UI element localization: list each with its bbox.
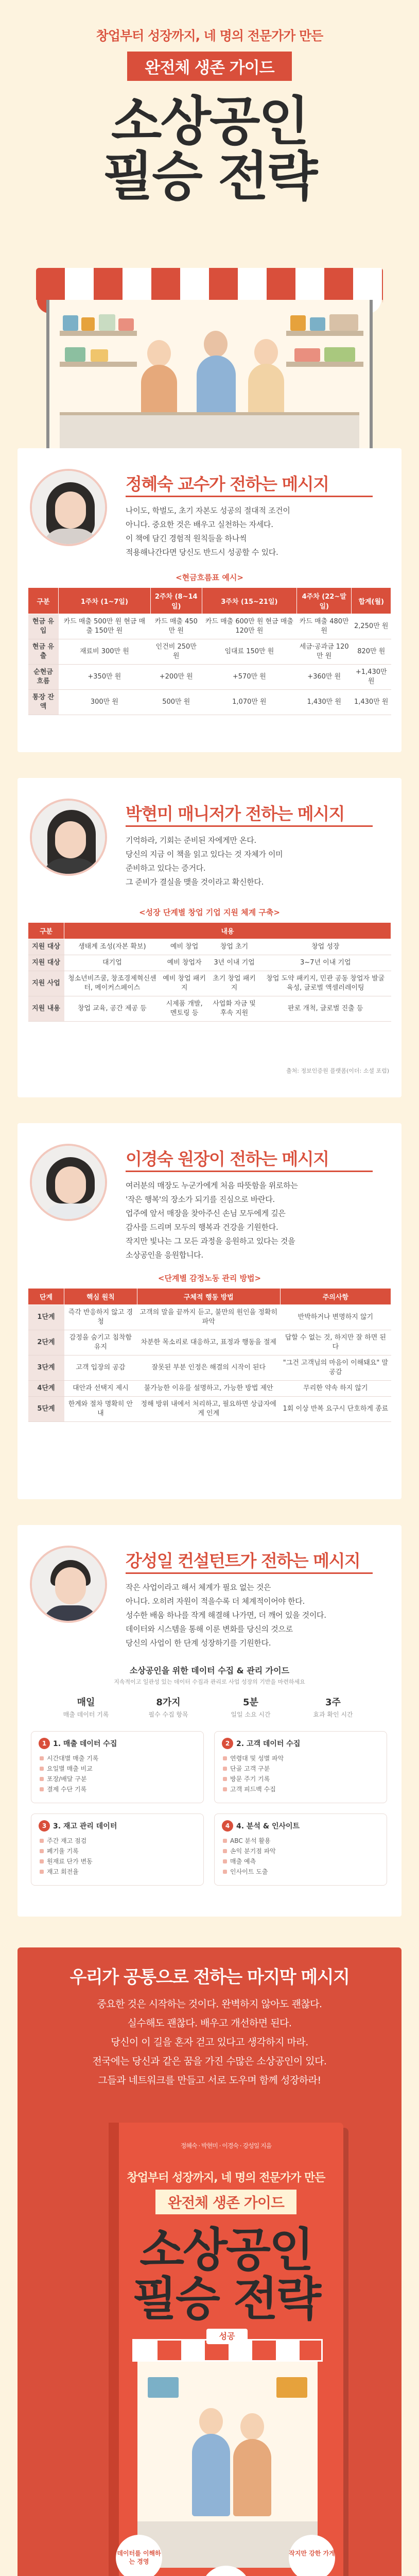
section-text: 나이도, 학벌도, 초기 자본도 성공의 절대적 조건이 아니다. 중요한 것은 배우고 실천하는 자세다. 이 책에 담긴 경험적 원칙들을 하나씩 적용해나간다면 당신도 반드시 성공할 수 있다. — [126, 506, 290, 557]
guide-title: 소상공인을 위한 데이터 수집 & 관리 가이드 — [129, 1666, 290, 1675]
store-illustration — [36, 268, 383, 448]
book-badge: 성공 — [206, 2329, 248, 2344]
hero-ribbon: 완전체 생존 가이드 — [127, 52, 291, 81]
table-title: <현금흐름표 예시> — [176, 573, 243, 582]
stat-item: 매일 매출 데이터 기록 — [63, 1697, 109, 1718]
cashflow-table: 구분 1주차 (1~7일) 2주차 (8~14일) 3주차 (15~21일) 4주차 (22~말일) 합계(월) 현금 유입 카드 매출 500만 원 현금 매출 150만 원 카드 매출 450만 원 카드 매출 600만 원 현금 매출 120만 원 카드 매출 480만 원 2,250만 원 현금 유출 재료비 300만 원 인건비 250만 원 임대료 150만 원 세금·공과금 120만 원 820만 원 순현금 흐름 +350만 원 +200만 원 +570만 원 +360만 원 +1,430만 원 통장 잔액 300만 원 500만 원 1,070만 원 1,430만 원 1,430만 원 — [28, 587, 391, 715]
book-cover — [109, 2123, 343, 2576]
table-row: 2단계 감정을 숨기고 침착함 유지 차분한 목소리로 대응하고, 표정과 행동을 절제 답할 수 없는 것, 하지만 잘 하면 된다 — [28, 1330, 391, 1355]
section-title: 박현미 매니저가 전하는 메시지 — [126, 804, 344, 824]
table-row: 지원 대상 대기업 예비 창업자 3년 이내 기업 3~7년 이내 기업 — [28, 955, 391, 971]
hero-title — [26, 91, 393, 208]
awning — [36, 268, 383, 300]
table-row: 4단계 대안과 선택지 제시 불가능한 이유를 설명하고, 가능한 방법 제안 무리한 약속 하지 않기 — [28, 1381, 391, 1397]
guide-card-sales: 1 1. 매출 데이터 수집 시간대별 매출 기록 요일별 매출 비교 포장/배달 구분 결제 수단 기록 — [31, 1731, 204, 1803]
section-park — [18, 778, 401, 1097]
book-ribbon-wrap — [109, 2190, 343, 2214]
book-bubble: 작지만 강한 가게 — [289, 2535, 335, 2576]
stat-item: 8가지 필수 수집 항목 — [148, 1697, 188, 1718]
table-title: <성장 단계별 창업 기업 지원 체계 구축> — [139, 908, 280, 917]
final-area — [0, 1947, 419, 2576]
store-counter — [60, 412, 359, 448]
section-kang — [18, 1525, 401, 1917]
portrait-jung — [30, 469, 107, 546]
section-text: 여러분의 매장도 누군가에게 처음 따뜻함을 위로하는 '작은 행복'의 장소가 되기를 진심으로 바란다. 업주에 앞서 매장을 찾아주신 손님 모두에게 깊은 감사를 드리며 모두의 행복과 건강을 기원한다. 작지만 빛나는 그 모든 과정을 응원하고 있다는 것을 소상공인을 응원합니다. — [126, 1181, 298, 1260]
section-title: 이경숙 원장이 전하는 메시지 — [126, 1149, 329, 1169]
table-row: 1단계 즉각 반응하지 않고 경청 고객의 말을 끝까지 듣고, 불만의 원인을 정확히 파악 반박하거나 변명하지 않기 — [28, 1305, 391, 1330]
final-title: 우리가 공통으로 전하는 마지막 메시지 — [69, 1967, 350, 1988]
store-body — [46, 300, 373, 448]
portrait-park — [30, 799, 107, 876]
guide-card-analysis: 4 4. 분석 & 인사이트 ABC 분석 활용 손익 분기점 파악 매출 예측 인사이트 도출 — [214, 1814, 387, 1886]
section-jung — [18, 448, 401, 752]
book-bubble: 데이터를 이해하는 경영 — [116, 2535, 162, 2576]
table-row: 현금 유입 카드 매출 500만 원 현금 매출 150만 원 카드 매출 450만 원 카드 매출 600만 원 현금 매출 120만 원 카드 매출 480만 원 2,250만 원 — [28, 614, 391, 639]
table-row: 지원 내용 창업 교육, 공간 제공 등 시제품 개발, 멘토링 등 사업화 자금 및 후속 지원 판로 개척, 글로벌 진출 등 — [28, 996, 391, 1022]
section-title: 정혜숙 교수가 전하는 메시지 — [126, 474, 329, 494]
portrait-kang — [30, 1546, 107, 1623]
section-text: 기억하라, 기회는 준비된 자에게만 온다. 당신의 지금 이 책을 읽고 있다는 것 자체가 이미 준비하고 있다는 증거다. 그 준비가 결실을 맺을 것이라고 확신한다. — [126, 836, 283, 887]
support-table: 구분 내용 지원 대상 생태계 조성(자본 확보) 예비 창업 창업 초기 창업 성장 지원 대상 대기업 예비 창업자 3년 이내 기업 3~7년 이내 기업 지원 사업 청소년비즈쿨, 창조경제혁신센터, 메이커스페이스 예비 창업 패키지 초기 창업 패키지 창업 도약 패키지, 민관 공동 창업자 발굴 육성, 글로벌 액셀러레이팅 지원 내용 창업 교육, 공간 제공 등 시제품 개발, 멘토링 등 사업화 자금 및 후속 지원 판로 개척, 글로벌 진출 등 — [28, 922, 391, 1022]
guide-stats — [48, 1695, 371, 1719]
section-text: 작은 사업이라고 해서 체계가 필요 없는 것은 아니다. 오히려 자원이 적을수록 더 체계적이어야 한다. 성수한 배움 하나를 작게 해결해 나가면, 더 깨어 있을 것이다. 데이터와 시스템을 통해 이룬 변화를 당신의 것으로 당신의 사업이 한 단계 성장하기를 기원한다. — [126, 1583, 326, 1648]
source-note: 출처: 정보인증원 플랫폼(이더: 소셜 포럼) — [286, 1067, 389, 1074]
table-row: 지원 사업 청소년비즈쿨, 창조경제혁신센터, 메이커스페이스 예비 창업 패키지 초기 창업 패키지 창업 도약 패키지, 민관 공동 창업자 발굴 육성, 글로벌 액셀러레이팅 — [28, 971, 391, 996]
book-authors: 정혜숙 · 박현미 · 이경숙 · 강성일 지음 — [180, 2142, 272, 2149]
table-row: 3단계 고객 입장의 공감 잘못된 부분 인정은 해결의 시작이 된다 "그건 고객님의 마음이 이해돼요" 말 공감 — [28, 1355, 391, 1381]
book-ribbon: 완전체 생존 가이드 — [155, 2190, 296, 2214]
guide-card-customer: 2 2. 고객 데이터 수집 연령대 및 성별 파악 단골 고객 구분 방문 주기 기록 고객 피드백 수집 — [214, 1731, 387, 1803]
table-title: <단계별 감정노동 관리 방법> — [158, 1274, 261, 1283]
hero-tagline: 창업부터 성장까지, 네 명의 전문가가 만든 — [96, 28, 323, 43]
portrait-lee — [30, 1144, 107, 1221]
guide-card-inventory: 3 3. 재고 관리 데이터 주간 재고 점검 폐기율 기록 원재료 단가 변동 재고 회전율 — [31, 1814, 204, 1886]
table-row: 통장 잔액 300만 원 500만 원 1,070만 원 1,430만 원 1,430만 원 — [28, 690, 391, 715]
hero-title-line1: 소상공인 — [111, 91, 308, 152]
section-lee — [18, 1123, 401, 1499]
book-store — [137, 2362, 318, 2568]
emotion-labor-table: 단계 핵심 원칙 구체적 행동 방법 주의사항 1단계 즉각 반응하지 않고 경청 고객의 말을 끝까지 듣고, 불만의 원인을 정확히 파악 반박하거나 변명하지 않기 2단계 감정을 숨기고 침착함 유지 차분한 목소리로 대응하고, 표정과 행동을 절제 답할 수 없는 것, 하지만 잘 하면 된다 3단계 고객 입장의 공감 잘못된 부분 인정은 해결의 시작이 된다 "그건 고객님의 마음이 이해돼요" 말 공감 4단계 대안과 선택지 제시 불가능한 이유를 설명하고, 가능한 방법 제안 무리한 약속 하지 않기 5단계 한계와 절차 명확히 안내 정해 방위 내에서 처리하고, 필요하면 상급자에게 인계 1회 이상 반복 요구시 단호하게 종료 — [28, 1288, 391, 1422]
final-message — [18, 1947, 401, 2576]
hero-banner — [0, 0, 419, 448]
final-text: 중요한 것은 시작하는 것이다. 완벽하지 않아도 괜찮다. 실수해도 괜찮다. 배우고 개선하면 된다. 당신이 이 길을 혼자 걷고 있다고 생각하지 마라. 전국에는 당신과 같은 꿈을 가진 수많은 소상공인이 있다. 그들과 네트워크를 만들고 서로 도우며 함께 성장하라! — [92, 1998, 327, 2086]
book-tagline: 창업부터 성장까지, 네 명의 전문가가 만든 — [127, 2172, 325, 2184]
book-title: 소상공인 필승 전략 — [132, 2223, 320, 2326]
guide-subtitle: 지속적이고 일관성 있는 데이터 수집과 관리로 사업 성장의 기반을 마련하세요 — [114, 1679, 305, 1685]
table-row: 5단계 한계와 절차 명확히 안내 정해 방위 내에서 처리하고, 필요하면 상급자에게 인계 1회 이상 반복 요구시 단호하게 종료 — [28, 1397, 391, 1422]
table-row: 순현금 흐름 +350만 원 +200만 원 +570만 원 +360만 원 +1,430만 원 — [28, 665, 391, 690]
table-row: 현금 유출 재료비 300만 원 인건비 250만 원 임대료 150만 원 세금·공과금 120만 원 820만 원 — [28, 639, 391, 665]
table-row: 지원 대상 생태계 조성(자본 확보) 예비 창업 창업 초기 창업 성장 — [28, 939, 391, 955]
section-title: 강성일 컨설턴트가 전하는 메시지 — [126, 1551, 360, 1571]
hero-title-line2: 필승 전략 — [102, 146, 317, 208]
stat-item: 5분 일일 소요 시간 — [231, 1697, 271, 1718]
stat-item: 3주 효과 확인 시간 — [313, 1697, 353, 1718]
